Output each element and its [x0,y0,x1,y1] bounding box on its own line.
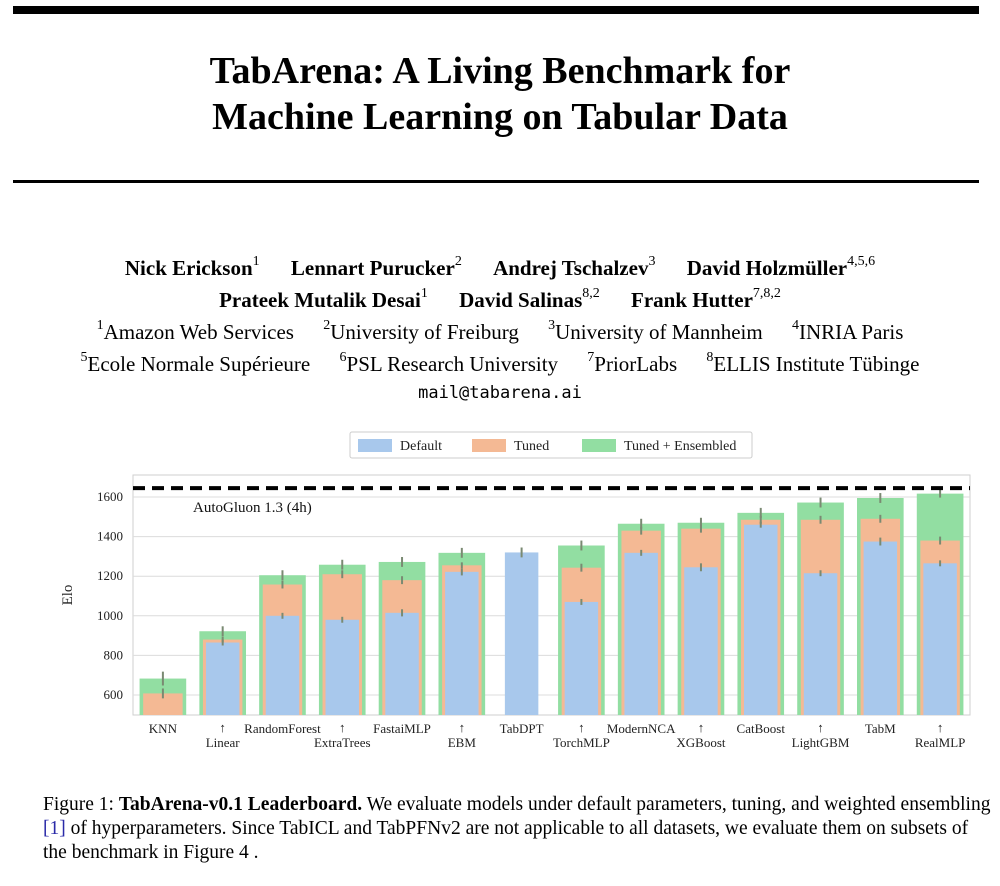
affiliation: University of Freiburg [330,320,519,344]
y-axis-label: Elo [60,584,76,606]
x-tick-arrow: ↑ [578,720,585,735]
affiliation: PriorLabs [594,352,678,376]
bar-default [864,542,897,715]
bar-default [624,553,657,715]
affiliation-sup: 7 [587,350,595,365]
bar-default [505,552,538,715]
bar-default [445,572,478,715]
leaderboard-chart [50,425,990,775]
title-line-2: Machine Learning on Tabular Data [212,96,788,138]
x-tick-label: RealMLP [914,735,966,750]
x-tick-arrow: ↑ [458,720,466,735]
bar-default [804,573,837,715]
affiliation-sup: 4 [791,318,799,333]
affiliation: Ecole Normale Supérieure [87,352,311,376]
title-rule [13,180,979,183]
x-tick-label: ModernNCA [606,721,676,736]
bar-default [385,613,418,715]
affiliation: INRIA Paris [798,320,904,344]
reference-line-label: AutoGluon 1.3 (4h) [193,500,312,517]
x-tick-label: TabM [864,721,896,736]
author-sup: 1 [252,254,260,269]
caption-bold: TabArena-v0.1 Leaderboard. [118,794,363,815]
bar-default [684,567,717,715]
author-row-1 [0,250,1000,282]
bar-default [326,620,359,715]
affiliation-row-1 [0,314,1000,346]
author-sup: 1 [420,286,428,301]
affiliation-sup: 3 [548,318,556,333]
x-tick-arrow: ↑ [936,720,944,735]
x-tick-label: LightGBM [791,735,850,750]
author-block [0,250,1000,407]
y-tick-label: 1000 [97,607,123,623]
author-name: Nick Erickson [124,256,253,280]
affiliation-sup: 8 [706,350,714,365]
top-rule [13,6,979,14]
author-sup: 4,5,6 [847,254,876,269]
figure-caption [43,793,993,865]
affiliation-sup: 5 [80,350,88,365]
x-tick-label: KNN [148,721,177,736]
affiliation: University of Mannheim [555,320,763,344]
author-name: Andrej Tschalzev [493,256,649,280]
affiliation-row-2 [0,346,1000,378]
x-tick-arrow: ↑ [697,720,705,735]
affiliation: Amazon Web Services [103,320,294,344]
y-tick-label: 1200 [97,568,123,584]
author-name: Lennart Purucker [290,256,455,280]
bar-default [565,602,598,715]
email-row [0,378,1000,407]
legend-label: Tuned [514,439,550,454]
x-tick-label: EBM [447,735,476,750]
author-name: David Salinas [459,288,583,312]
x-tick-label: TabDPT [499,721,544,736]
title-line-1: TabArena: A Living Benchmark for [209,50,791,92]
caption-prefix: Figure 1: [43,794,119,815]
y-tick-label: 600 [103,687,123,702]
citation-link[interactable]: [1] [43,818,66,839]
affiliation-sup: 2 [323,318,331,333]
y-tick-label: 1600 [97,489,123,504]
paper-title [0,48,1000,140]
caption-text-1: We evaluate models under default parameters, tuning, and weighted ensembling [362,794,991,815]
x-tick-label: RandomForest [244,721,321,736]
author-sup: 2 [454,254,462,269]
x-tick-arrow: ↑ [219,720,226,735]
author-row-2 [0,282,1000,314]
bar-default [744,525,777,715]
bar-default [923,563,956,715]
affiliation-sup: 1 [96,318,104,333]
x-tick-label: ExtraTrees [313,735,371,750]
x-tick-label: FastaiMLP [373,721,431,736]
author-name: David Holzmüller [686,256,848,280]
legend-swatch [358,439,392,452]
x-tick-arrow: ↑ [339,720,346,735]
affiliation: PSL Research University [346,352,559,376]
author-sup: 8,2 [582,286,600,301]
author-sup: 3 [648,254,656,269]
x-tick-label: XGBoost [676,735,726,750]
legend-swatch [582,439,616,452]
x-tick-label: CatBoost [736,721,785,736]
contact-email[interactable]: mail@tabarena.ai [418,383,582,403]
author-sup: 7,8,2 [752,286,781,301]
x-tick-label: Linear [205,735,240,750]
author-name: Frank Hutter [631,288,753,312]
legend-swatch [472,439,506,452]
legend-label: Tuned + Ensembled [624,439,737,454]
x-tick-label: TorchMLP [552,735,610,750]
author-name: Prateek Mutalik Desai [219,288,421,312]
affiliation: ELLIS Institute Tübinge [713,352,920,376]
legend-label: Default [400,439,442,454]
bar-default [206,643,239,715]
x-tick-arrow: ↑ [817,720,824,735]
caption-text-2: of hyperparameters. Since TabICL and TabPFNv2 are not applicable to all datasets, we evaluate them on subsets of the benchmark in Figure 4 . [43,818,969,863]
y-tick-label: 800 [103,647,123,663]
y-tick-label: 1400 [97,528,123,544]
affiliation-sup: 6 [339,350,347,365]
bar-default [266,616,299,715]
